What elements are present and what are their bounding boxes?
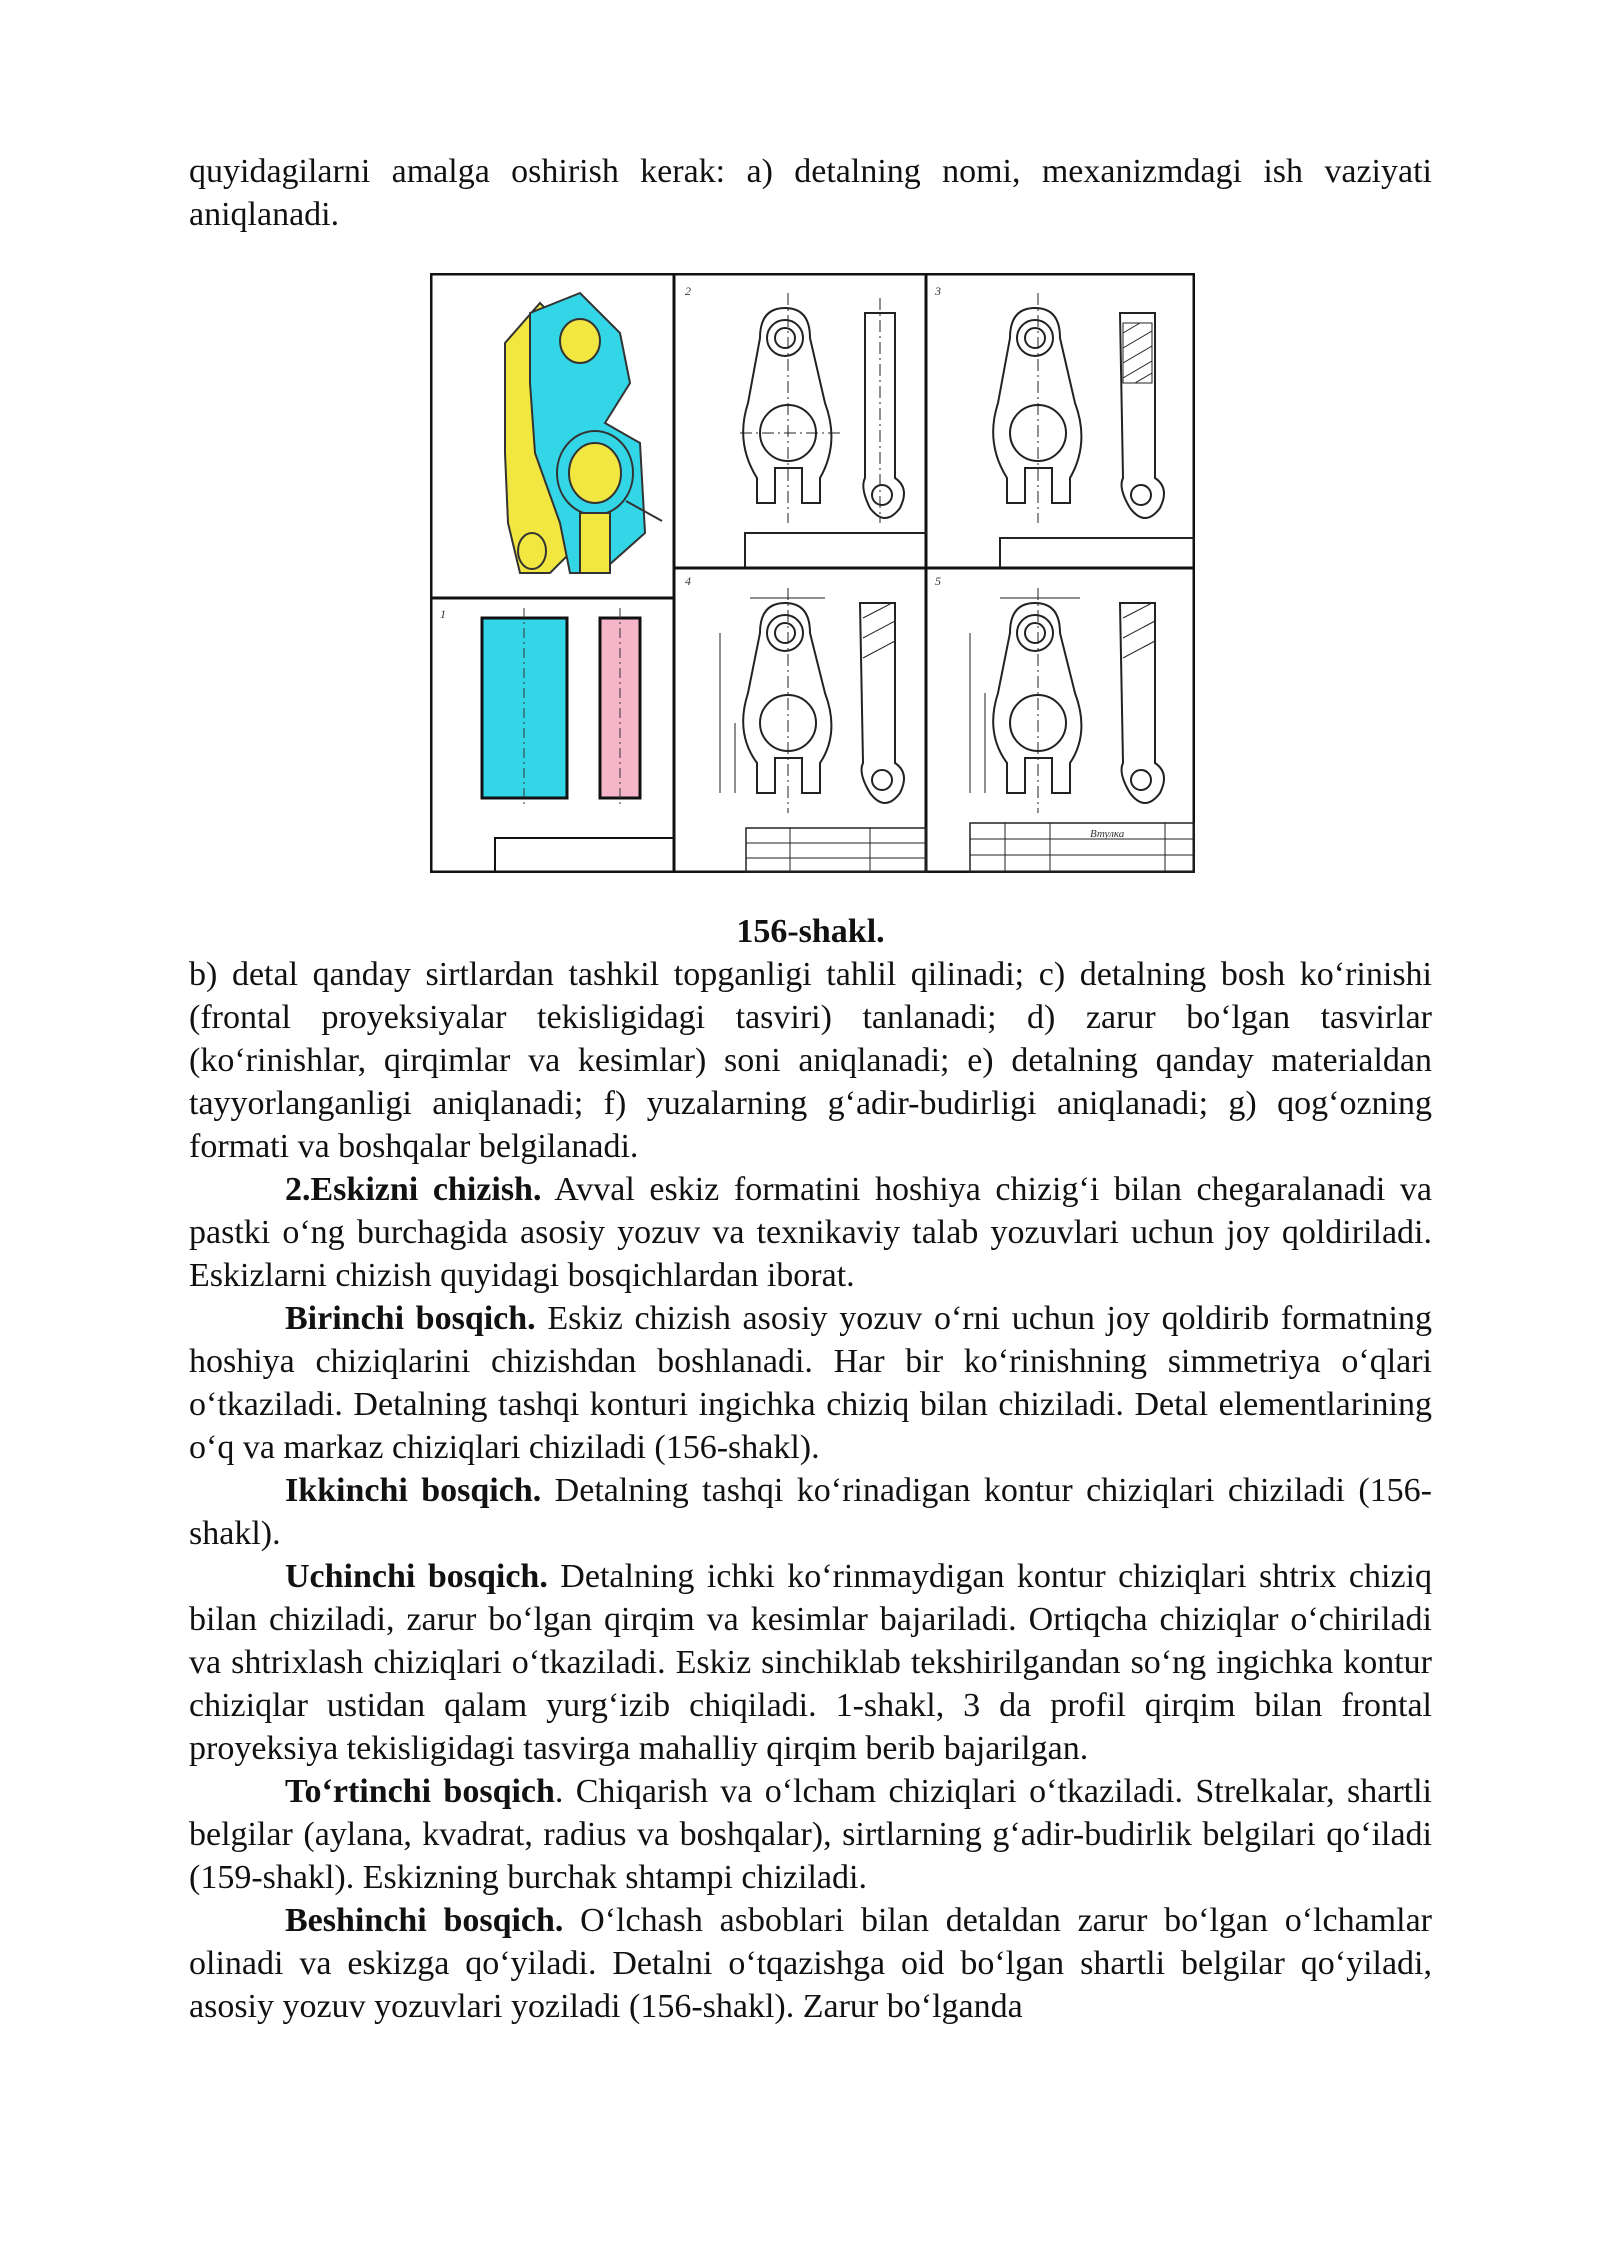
heading-stage-2: Ikkinchi bosqich. xyxy=(285,1472,542,1509)
paragraph-stage-2: Ikkinchi bosqich. Detalning tashqi ko‘rinadigan kontur chiziqlari chiziladi (156-shakl). xyxy=(189,1472,1432,1552)
figure-caption: 156-shakl. xyxy=(736,913,885,950)
panel-2-number: 2 xyxy=(685,284,691,298)
panel-4-number: 4 xyxy=(685,574,691,588)
heading-stage-1: Birinchi bosqich. xyxy=(285,1300,536,1337)
heading-stage-3: Uchinchi bosqich. xyxy=(285,1558,548,1595)
technical-drawing xyxy=(430,273,1195,873)
panel-3-number: 3 xyxy=(935,284,941,298)
paragraph-stage-3: Uchinchi bosqich. Detalning ichki ko‘rinmaydigan kontur chiziqlari shtrix chiziq bilan chiziladi, zarur bo‘lgan qirqim va kesimlar bajariladi. Ortiqcha chiziqlar o‘chiriladi va shtrixlash chiziqlari o‘tkaziladi. Eskiz sinchiklab tekshirilgandan so‘ng ingichka kontur chiziqlar ustidan qalam yurg‘izib chiqiladi. 1-shakl, 3 da profil qirqim bilan frontal proyeksiya tekisligidagi tasvirga mahalliy qirqim berib bajarilgan. xyxy=(189,1558,1432,1767)
paragraph-stage-4: To‘rtinchi bosqich. Chiqarish va o‘lcham chiziqlari o‘tkaziladi. Strelkalar, shartli belgilar (aylana, kvadrat, radius va boshqalar), sirtlarning g‘adir-budirlik belgilari qo‘iladi (159-shakl). Eskizning burchak shtampi chiziladi. xyxy=(189,1773,1432,1896)
paragraph-steps-list: b) detal qanday sirtlardan tashkil topganligi tahlil qilinadi; c) detalning bosh ko‘rinishi (frontal proyeksiyalar tekisligidagi tasviri) tanlanadi; d) zarur bo‘lgan tasvirlar (ko‘rinishlar, qirqimlar va kesimlar) soni aniqlanadi; e) detalning qanday materialdan tayyorlanganligi aniqlanadi; f) yuzalarning g‘adir-budirligi aniqlanadi; g) qog‘ozning formati va boshqalar belgilanadi. xyxy=(189,956,1432,1165)
paragraph-intro: quyidagilarni amalga oshirish kerak: a) detalning nomi, mexanizmdagi ish vaziyati aniqlanadi. xyxy=(189,153,1432,233)
heading-sketch-drawing: 2.Eskizni chizish. xyxy=(285,1171,542,1208)
heading-stage-4: To‘rtinchi bosqich xyxy=(285,1773,555,1810)
paragraph-stage-5: Beshinchi bosqich. O‘lchash asboblari bilan detaldan zarur bo‘lgan o‘lchamlar olinadi va eskizga qo‘yiladi. Detalni o‘tqazishga oid bo‘lgan shartli belgilar qo‘yiladi, asosiy yozuv yozuvlari yoziladi (156-shakl). Zarur bo‘lganda xyxy=(189,1902,1432,2025)
paragraph-sketch-drawing: 2.Eskizni chizish. Avval eskiz formatini hoshiya chizig‘i bilan chegaralanadi va pastki o‘ng burchagida asosiy yozuv va texnikaviy talab yozuvlari uchun joy qoldiriladi. Eskizlarni chizish quyidagi bosqichlardan iborat. xyxy=(189,1171,1432,1294)
document-page xyxy=(189,150,1432,2028)
panel-1-number: 1 xyxy=(440,607,446,621)
stamp-title: Втулка xyxy=(1090,828,1125,840)
paragraph-stage-1: Birinchi bosqich. Eskiz chizish asosiy yozuv o‘rni uchun joy qoldirib formatning hoshiya chiziqlarini chizishdan boshlanadi. Har bir ko‘rinishning simmetriya o‘qlari o‘tkaziladi. Detalning tashqi konturi ingichka chiziq bilan chiziladi. Detal elementlarining o‘q va markaz chiziqlari chiziladi (156-shakl). xyxy=(189,1300,1433,1466)
heading-stage-5: Beshinchi bosqich. xyxy=(285,1902,564,1939)
panel-5-number: 5 xyxy=(935,574,941,588)
figure-156 xyxy=(430,273,1195,873)
